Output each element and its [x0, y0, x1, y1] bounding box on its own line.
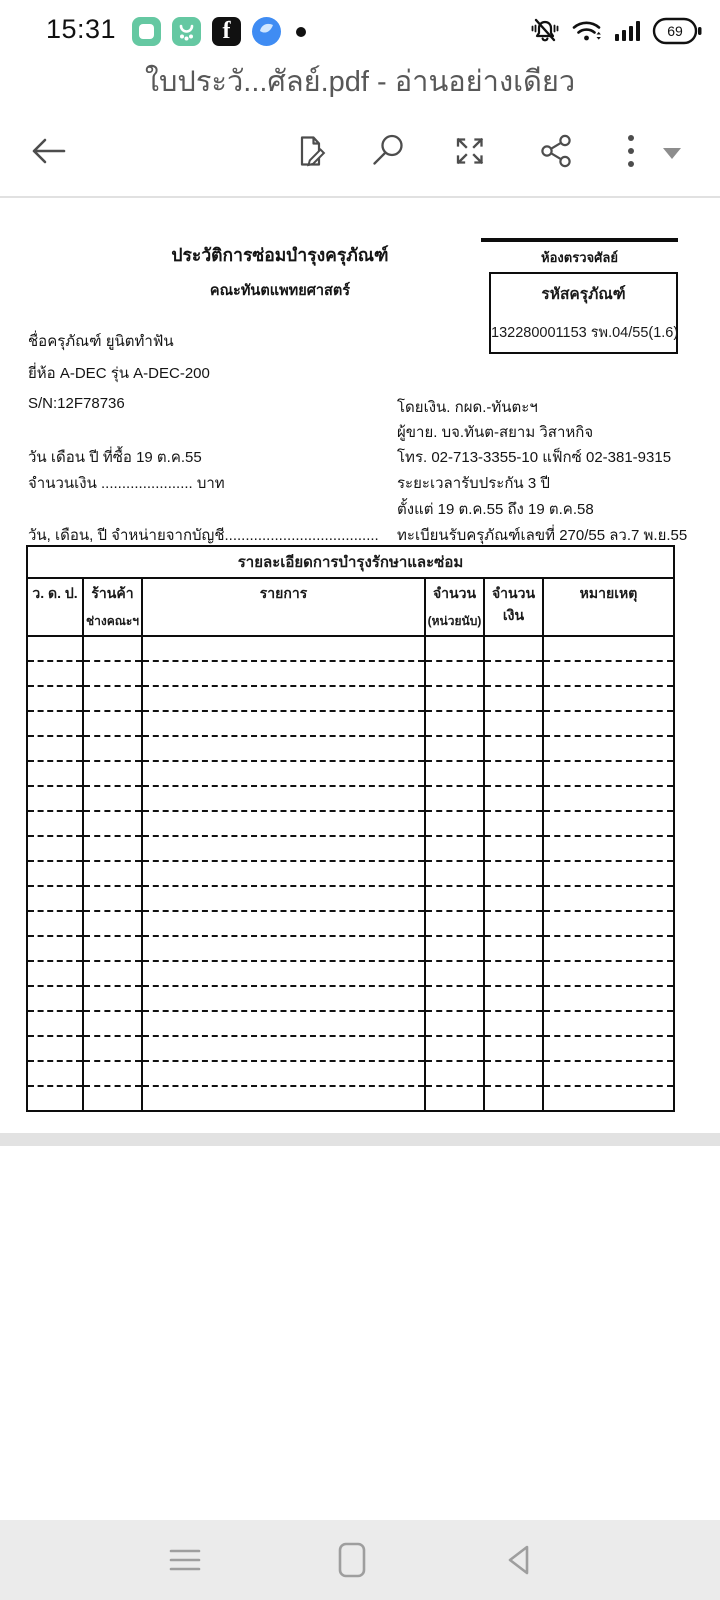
- table-cell: [425, 636, 484, 661]
- table-cell: [484, 1061, 543, 1086]
- col-header-note: หมายเหตุ: [543, 578, 674, 636]
- pdf-toolbar: [0, 106, 720, 196]
- mute-icon: [529, 16, 561, 46]
- app-icon-blue: [252, 17, 281, 46]
- table-cell: [543, 1036, 674, 1061]
- table-cell: [425, 886, 484, 911]
- table-cell: [543, 686, 674, 711]
- field-amount: จำนวนเงิน ...................... บาท: [28, 475, 225, 492]
- clock: 15:31: [46, 14, 117, 44]
- edit-icon[interactable]: [289, 129, 333, 173]
- table-cell: [543, 786, 674, 811]
- table-cell: [142, 986, 425, 1011]
- table-cell: [425, 861, 484, 886]
- table-cell: [543, 811, 674, 836]
- table-row: [27, 811, 674, 836]
- table-cell: [484, 911, 543, 936]
- table-row: [27, 1086, 674, 1111]
- table-header-row: [27, 578, 674, 636]
- battery-percent-text: 69: [667, 23, 683, 39]
- notification-dot: [296, 27, 306, 37]
- table-cell: [27, 1061, 83, 1086]
- table-cell: [142, 811, 425, 836]
- table-cell: [142, 686, 425, 711]
- table-row: [27, 886, 674, 911]
- table-cell: [142, 636, 425, 661]
- table-cell: [83, 786, 142, 811]
- table-cell: [142, 861, 425, 886]
- table-cell: [425, 1086, 484, 1111]
- navigation-bar: [0, 1520, 720, 1600]
- table-row: [27, 861, 674, 886]
- table-cell: [484, 936, 543, 961]
- table-cell: [543, 936, 674, 961]
- table-cell: [27, 1011, 83, 1036]
- table-cell: [484, 711, 543, 736]
- table-cell: [83, 911, 142, 936]
- table-cell: [27, 936, 83, 961]
- table-cell: [543, 986, 674, 1011]
- table-cell: [142, 761, 425, 786]
- table-cell: [83, 811, 142, 836]
- table-row: [27, 936, 674, 961]
- table-cell: [27, 986, 83, 1011]
- maintenance-table: [26, 545, 675, 1112]
- table-row: [27, 786, 674, 811]
- table-cell: [484, 786, 543, 811]
- table-cell: [484, 661, 543, 686]
- table-cell: [484, 886, 543, 911]
- table-cell: [142, 836, 425, 861]
- table-cell: [83, 986, 142, 1011]
- pdf-page-2[interactable]: [0, 1146, 720, 1522]
- table-cell: [543, 736, 674, 761]
- table-cell: [484, 736, 543, 761]
- table-cell: [543, 836, 674, 861]
- asset-code-value: 132280001153 รพ.04/55(1.6): [491, 325, 679, 341]
- table-cell: [83, 761, 142, 786]
- table-cell: [543, 1086, 674, 1111]
- table-cell: [142, 1036, 425, 1061]
- table-cell: [83, 736, 142, 761]
- overflow-menu-icon[interactable]: [622, 129, 640, 173]
- col-header-item: รายการ: [142, 578, 425, 636]
- table-cell: [142, 1011, 425, 1036]
- table-cell: [543, 636, 674, 661]
- table-cell: [425, 1061, 484, 1086]
- col-header-qty: จำนวน (หน่วยนับ): [425, 578, 484, 636]
- table-row: [27, 661, 674, 686]
- table-cell: [425, 761, 484, 786]
- table-cell: [142, 1086, 425, 1111]
- table-cell: [425, 936, 484, 961]
- table-row: [27, 686, 674, 711]
- table-row: [27, 761, 674, 786]
- table-cell: [83, 686, 142, 711]
- menu-icon[interactable]: [165, 1540, 205, 1580]
- field-register-no: ทะเบียนรับครุภัณฑ์เลขที่ 270/55 ลว.7 พ.ย.55: [397, 527, 688, 544]
- table-cell: [484, 811, 543, 836]
- table-cell: [142, 911, 425, 936]
- room-label: ห้องตรวจศัลย์: [541, 250, 618, 265]
- recents-icon[interactable]: [332, 1540, 372, 1580]
- table-cell: [142, 786, 425, 811]
- table-cell: [543, 761, 674, 786]
- table-title: รายละเอียดการบำรุงรักษาและซ่อม: [27, 546, 674, 578]
- table-cell: [83, 1011, 142, 1036]
- table-cell: [27, 636, 83, 661]
- table-cell: [425, 786, 484, 811]
- table-cell: [425, 836, 484, 861]
- table-cell: [484, 1086, 543, 1111]
- table-cell: [142, 711, 425, 736]
- table-cell: [484, 1011, 543, 1036]
- file-title: ใบประวั...ศัลย์.pdf - อ่านอย่างเดียว: [144, 66, 576, 98]
- table-cell: [425, 686, 484, 711]
- table-cell: [27, 886, 83, 911]
- table-row: [27, 911, 674, 936]
- table-cell: [27, 661, 83, 686]
- table-cell: [27, 1086, 83, 1111]
- app-icon-teal-square: [132, 17, 161, 46]
- table-cell: [484, 636, 543, 661]
- table-cell: [27, 911, 83, 936]
- field-fund: โดยเงิน. กผด.-ทันตะฯ: [397, 399, 538, 416]
- table-cell: [83, 661, 142, 686]
- table-cell: [484, 1036, 543, 1061]
- table-cell: [27, 811, 83, 836]
- table-cell: [543, 1061, 674, 1086]
- table-title-row: [27, 546, 674, 578]
- table-cell: [142, 736, 425, 761]
- page-separator: [0, 1133, 720, 1146]
- doc-subtitle: คณะทันตแพทยศาสตร์: [209, 283, 351, 299]
- table-cell: [27, 836, 83, 861]
- table-cell: [425, 661, 484, 686]
- search-icon[interactable]: [366, 129, 410, 173]
- field-asset-name: ชื่อครุภัณฑ์ ยูนิตทำฟัน: [28, 333, 174, 350]
- table-cell: [425, 1011, 484, 1036]
- table-cell: [425, 711, 484, 736]
- table-row: [27, 1011, 674, 1036]
- table-row: [27, 961, 674, 986]
- table-cell: [83, 961, 142, 986]
- table-cell: [543, 911, 674, 936]
- table-cell: [27, 861, 83, 886]
- table-cell: [142, 961, 425, 986]
- col-header-shop: ร้านค้า ช่างคณะฯ: [83, 578, 142, 636]
- table-row: [27, 1036, 674, 1061]
- table-cell: [543, 861, 674, 886]
- table-cell: [425, 986, 484, 1011]
- status-bar: [0, 0, 720, 60]
- table-cell: [543, 886, 674, 911]
- asset-code-label: รหัสครุภัณฑ์: [541, 286, 626, 303]
- table-cell: [83, 886, 142, 911]
- table-cell: [142, 936, 425, 961]
- dropdown-caret-icon[interactable]: [663, 148, 681, 159]
- notification-icons: [132, 17, 306, 46]
- table-cell: [83, 861, 142, 886]
- table-row: [27, 836, 674, 861]
- table-cell: [425, 736, 484, 761]
- field-vendor: ผู้ขาย. บจ.ทันต-สยาม วิสาหกิจ: [397, 424, 594, 441]
- table-row: [27, 636, 674, 661]
- table-cell: [27, 786, 83, 811]
- asset-code-box: [489, 272, 678, 354]
- field-warranty-dates: ตั้งแต่ 19 ต.ค.55 ถึง 19 ต.ค.58: [397, 501, 594, 518]
- back-icon[interactable]: [500, 1540, 540, 1580]
- table-cell: [27, 761, 83, 786]
- field-purchase-date: วัน เดือน ปี ที่ซื้อ 19 ต.ค.55: [28, 449, 202, 466]
- table-row: [27, 986, 674, 1011]
- signal-icon: [613, 16, 643, 46]
- back-arrow-icon[interactable]: [26, 129, 70, 173]
- battery-icon: [652, 16, 702, 46]
- table-cell: [425, 1036, 484, 1061]
- table-cell: [27, 711, 83, 736]
- field-warranty: ระยะเวลารับประกัน 3 ปี: [397, 475, 550, 492]
- field-phone-fax: โทร. 02-713-3355-10 แฟ็กซ์ 02-381-9315: [397, 449, 672, 466]
- table-cell: [83, 936, 142, 961]
- table-cell: [27, 686, 83, 711]
- table-row: [27, 1061, 674, 1086]
- table-cell: [543, 711, 674, 736]
- table-body: [27, 636, 674, 1111]
- app-icon-teal-glyph: [172, 17, 201, 46]
- status-indicators: [529, 15, 702, 47]
- fullscreen-icon[interactable]: [448, 129, 492, 173]
- table-cell: [83, 1086, 142, 1111]
- table-row: [27, 736, 674, 761]
- table-cell: [543, 1011, 674, 1036]
- table-cell: [484, 986, 543, 1011]
- table-cell: [484, 836, 543, 861]
- wifi-icon: [570, 16, 604, 46]
- facebook-icon: f: [212, 17, 241, 46]
- table-cell: [142, 886, 425, 911]
- table-cell: [484, 861, 543, 886]
- table-cell: [83, 836, 142, 861]
- table-row: [27, 711, 674, 736]
- table-cell: [484, 961, 543, 986]
- field-disposal-date: วัน, เดือน, ปี จำหน่ายจากบัญชี.....................................: [28, 527, 379, 544]
- table-cell: [543, 961, 674, 986]
- table-cell: [425, 911, 484, 936]
- col-header-amount: จำนวนเงิน: [484, 578, 543, 636]
- pdf-page-1[interactable]: [0, 198, 720, 1133]
- col-header-date: ว. ด. ป.: [27, 578, 83, 636]
- table-cell: [142, 1061, 425, 1086]
- field-serial: S/N:12F78736: [28, 395, 125, 412]
- table-cell: [27, 736, 83, 761]
- table-cell: [425, 961, 484, 986]
- table-cell: [543, 661, 674, 686]
- table-cell: [83, 1061, 142, 1086]
- table-cell: [425, 811, 484, 836]
- table-cell: [83, 711, 142, 736]
- table-cell: [142, 661, 425, 686]
- table-cell: [83, 1036, 142, 1061]
- doc-title: ประวัติการซ่อมบำรุงครุภัณฑ์: [171, 245, 389, 265]
- table-cell: [83, 636, 142, 661]
- table-cell: [484, 686, 543, 711]
- share-icon[interactable]: [534, 129, 578, 173]
- table-cell: [27, 1036, 83, 1061]
- table-cell: [484, 761, 543, 786]
- field-brand-model: ยี่ห้อ A-DEC รุ่น A-DEC-200: [28, 365, 210, 382]
- table-cell: [27, 961, 83, 986]
